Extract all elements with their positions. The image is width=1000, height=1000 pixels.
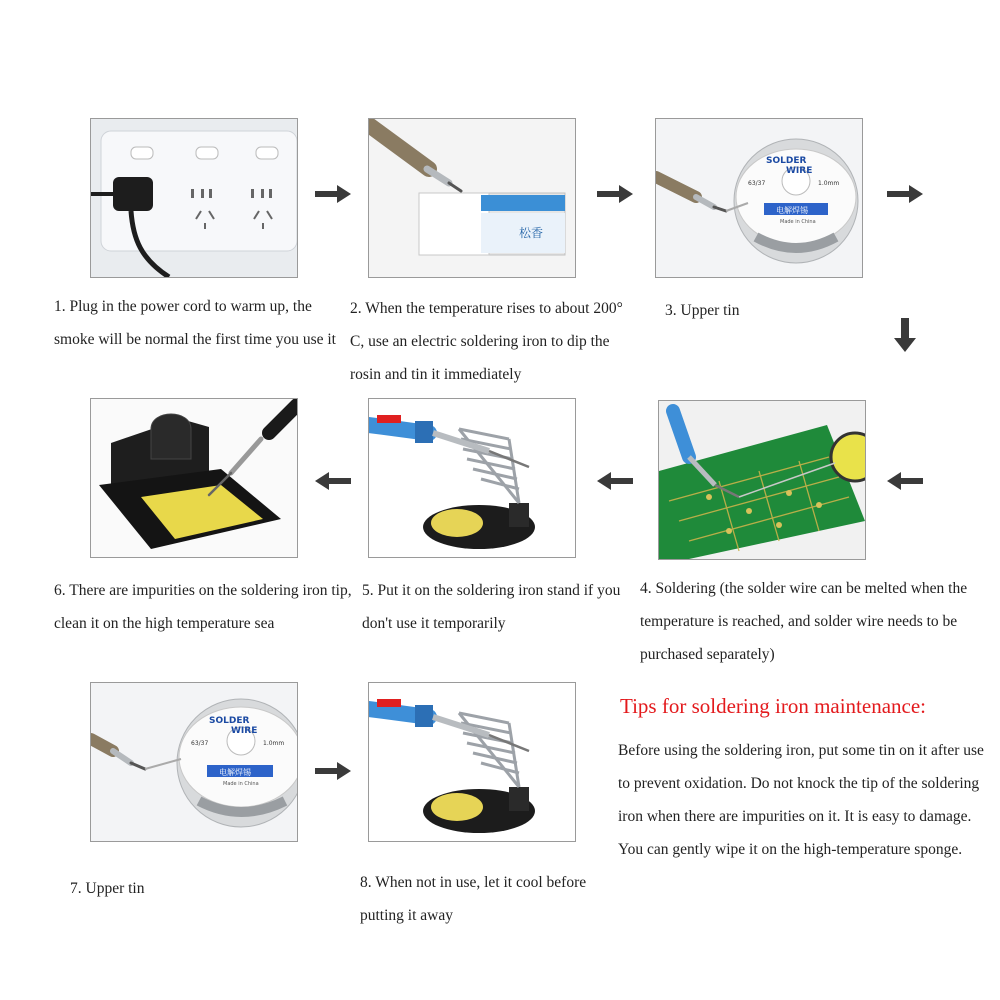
step1-photo-power-strip	[90, 118, 298, 278]
step5-photo-iron-stand	[368, 398, 576, 558]
spool-label-wire: WIRE	[786, 166, 813, 176]
spool-size-2: 1.0mm	[263, 740, 285, 747]
arrow-left-icon	[597, 470, 633, 492]
sponge-stand-illustration	[91, 399, 297, 557]
spool-label-solder-2: SOLDER	[209, 716, 250, 726]
step3-photo-upper-tin	[655, 118, 863, 278]
arrow-right-icon	[315, 183, 351, 205]
tips-body: Before using the soldering iron, put some tin on it after use to prevent oxidation. Do not knock the tip of the soldering iron when there are impurities on it. It is easy to damage. You can gently wipe it on the high-temperature sponge.	[618, 742, 984, 858]
step5-caption: 5. Put it on the soldering iron stand if you don't use it temporarily	[362, 582, 621, 632]
step6-caption: 6. There are impurities on the soldering iron tip, clean it on the high temperature sea	[54, 582, 352, 632]
spool-brand-2: 电解焊锡	[219, 768, 251, 777]
spool-origin: Made in China	[780, 219, 816, 225]
solder-spool-illustration-2	[91, 683, 297, 841]
step6-photo-cleaning-sponge	[90, 398, 298, 558]
iron-stand-illustration-2	[369, 683, 575, 841]
arrow-left-icon	[887, 470, 923, 492]
spool-label-wire-2: WIRE	[231, 726, 258, 736]
arrow-right-icon	[887, 183, 923, 205]
spool-code-2: 63/37	[191, 740, 209, 747]
arrow-left-icon	[315, 470, 351, 492]
arrow-right-icon	[597, 183, 633, 205]
power-strip-illustration	[91, 119, 297, 277]
step2-caption: 2. When the temperature rises to about 200° C, use an electric soldering iron to dip the rosin and tin it immediately	[350, 300, 623, 383]
arrow-right-icon	[315, 760, 351, 782]
step7-caption: 7. Upper tin	[70, 880, 145, 897]
step3-caption: 3. Upper tin	[665, 302, 740, 319]
step2-photo-rosin	[368, 118, 576, 278]
iron-stand-illustration	[369, 399, 575, 557]
step4-photo-soldering-pcb	[658, 400, 866, 560]
step7-photo-upper-tin	[90, 682, 298, 842]
step8-photo-iron-stand	[368, 682, 576, 842]
tips-title: Tips for soldering iron maintenance:	[620, 694, 927, 718]
step4-caption: 4. Soldering (the solder wire can be melted when the temperature is reached, and solder wire needs to be purchased separately)	[640, 580, 968, 663]
step8-caption: 8. When not in use, let it cool before putting it away	[360, 874, 587, 924]
rosin-label: 松香	[519, 226, 544, 240]
pcb-soldering-illustration	[659, 401, 865, 559]
step1-caption: 1. Plug in the power cord to warm up, the smoke will be normal the first time you use it	[54, 298, 336, 348]
spool-label-solder: SOLDER	[766, 156, 807, 166]
solder-spool-illustration	[656, 119, 862, 277]
spool-size: 1.0mm	[818, 180, 840, 187]
spool-origin-2: Made in China	[223, 781, 259, 787]
spool-brand: 电解焊锡	[776, 206, 808, 215]
spool-code: 63/37	[748, 180, 766, 187]
arrow-down-icon	[894, 318, 916, 352]
rosin-box-illustration	[369, 119, 575, 277]
